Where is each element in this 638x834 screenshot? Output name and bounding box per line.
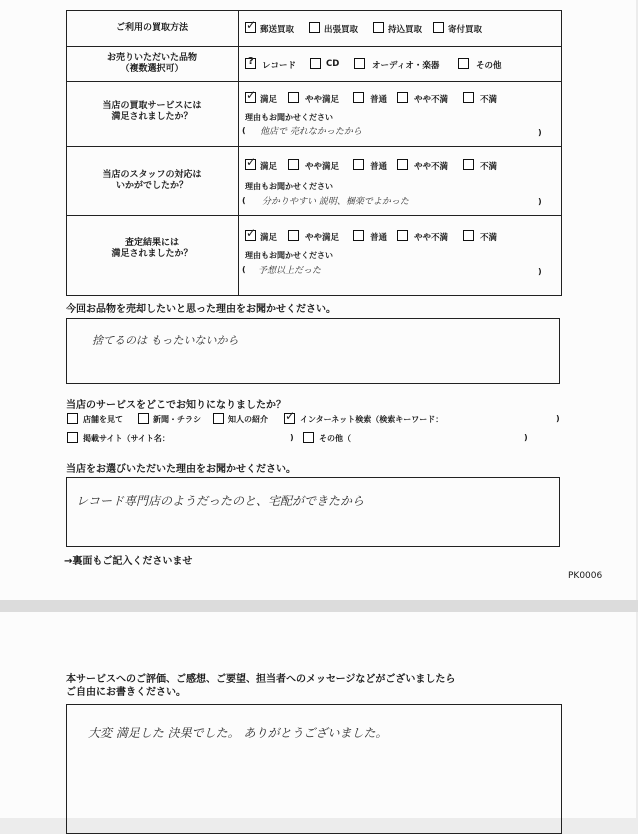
discovery-checkbox-referral[interactable] [213, 413, 224, 424]
discovery-option: インターネット検索（検索キーワード： [300, 415, 444, 424]
paren-close: ) [538, 267, 542, 276]
paren-open: ( [242, 265, 246, 274]
paren-close: ) [556, 414, 560, 423]
rating-option: 満足 [260, 95, 278, 105]
row-separator [66, 46, 562, 47]
rating-option: 普通 [370, 95, 388, 105]
rating-option: 不満 [480, 95, 498, 105]
sell-reason-question: 今回お品物を売却したいと思った理由をお聞かせください。 [66, 304, 336, 315]
rating-option: やや満足 [305, 233, 340, 243]
table-divider [238, 10, 239, 296]
rating-option: 普通 [370, 162, 388, 172]
discovery-checkbox-newspaper[interactable] [138, 413, 149, 424]
discovery-checkbox-store[interactable] [67, 413, 78, 424]
checkmark-icon: ✓ [246, 155, 257, 169]
staff-rating-checkbox[interactable] [353, 159, 364, 170]
method-option: 寄付買取 [448, 25, 483, 35]
items-option: レコード [262, 61, 297, 71]
sell-reason-answer[interactable]: 捨てるのは もったいないから [92, 334, 239, 347]
service-rating-checkbox[interactable] [463, 92, 474, 103]
service-reason-answer[interactable]: 他店で 売れなかったから [260, 127, 362, 137]
paren-open: ( [242, 196, 246, 205]
discovery-checkbox-site[interactable] [67, 432, 78, 443]
row-separator [66, 215, 562, 216]
discovery-option: 新聞・チラシ [153, 415, 201, 424]
reason-prompt: 理由もお聞かせください [245, 182, 333, 191]
rating-option: やや満足 [305, 162, 340, 172]
assessment-rating-checkbox[interactable] [397, 230, 408, 241]
service-rating-checkbox[interactable] [245, 88, 257, 103]
back-side-note: →裏面もご記入くださいませ [64, 556, 193, 567]
assessment-rating-checkbox[interactable] [353, 230, 364, 241]
service-rating-checkbox[interactable] [397, 92, 408, 103]
rating-option: 不満 [480, 162, 498, 172]
assessment-label-sub: 満足されましたか？ [111, 249, 193, 259]
items-checkbox-audio[interactable] [354, 58, 365, 69]
items-label-sub: （複数選択可） [120, 64, 184, 74]
staff-reason-answer[interactable]: 分かりやすい 説明、梱楽でよかった [262, 197, 409, 207]
method-checkbox-visit[interactable] [309, 22, 320, 33]
items-checkbox-other[interactable] [458, 58, 469, 69]
feedback-answer[interactable]: 大変 満足した 決果でした。 ありがとうございました。 [88, 726, 388, 740]
reason-prompt: 理由もお聞かせください [245, 251, 333, 260]
method-checkbox-carryin[interactable] [373, 22, 384, 33]
discovery-checkbox-internet[interactable] [284, 409, 296, 424]
checkmark-icon: ✓ [285, 409, 296, 423]
paren-close: ) [290, 433, 294, 442]
method-label: ご利用の買取方法 [115, 23, 188, 33]
items-option: オーディオ・楽器 [372, 61, 440, 71]
rating-option: やや不満 [414, 95, 449, 105]
discovery-question: 当店のサービスをどこでお知りになりましたか？ [66, 400, 286, 411]
items-label: お売りいただいた品物 [106, 53, 197, 63]
method-option: 出張買取 [324, 25, 359, 35]
items-checkbox-record[interactable] [245, 58, 256, 69]
row-separator [66, 81, 562, 82]
discovery-option: 知人の紹介 [228, 415, 268, 424]
rating-option: 満足 [260, 233, 278, 243]
choice-reason-box[interactable] [66, 477, 560, 547]
assessment-reason-answer[interactable]: 予想以上だった [258, 266, 322, 276]
reason-prompt: 理由もお聞かせください [245, 113, 333, 122]
discovery-checkbox-other[interactable] [303, 432, 314, 443]
discovery-option: 店舗を見て [83, 415, 123, 424]
assessment-label: 査定結果には [124, 238, 179, 248]
choice-reason-answer[interactable]: レコード専門店のようだったのと、宅配ができたから [76, 494, 365, 508]
choice-reason-question: 当店をお選びいただいた理由をお聞かせください。 [66, 464, 296, 475]
items-option: その他 [476, 61, 502, 71]
staff-label-sub: いかがでしたか？ [115, 181, 188, 191]
rating-option: 不満 [480, 233, 498, 243]
staff-rating-checkbox[interactable] [463, 159, 474, 170]
assessment-rating-checkbox[interactable] [288, 230, 299, 241]
form-code: PK0006 [568, 571, 603, 581]
sell-reason-box[interactable] [66, 318, 560, 384]
service-label-sub: 満足されましたか？ [111, 112, 193, 122]
items-option: CD [326, 59, 340, 69]
assessment-rating-checkbox[interactable] [245, 226, 257, 241]
staff-rating-checkbox[interactable] [397, 159, 408, 170]
row-separator [66, 146, 562, 147]
discovery-option: その他（ [319, 434, 351, 443]
feedback-prompt: 本サービスへのご評価、ご感想、ご要望、担当者へのメッセージなどがございましたら [66, 674, 456, 685]
feedback-prompt-line2: ご自由にお書きください。 [66, 687, 186, 698]
staff-label: 当店のスタッフの対応は [102, 170, 202, 180]
paren-close: ) [524, 433, 528, 442]
assessment-rating-checkbox[interactable] [463, 230, 474, 241]
checkmark-icon: ✓ [246, 88, 257, 102]
checkmark-icon: ✓ [246, 226, 257, 240]
items-checkbox-cd[interactable] [310, 58, 321, 69]
method-checkbox-mail[interactable] [245, 18, 257, 33]
paren-close: ) [538, 128, 542, 137]
rating-option: やや不満 [414, 233, 449, 243]
rating-option: やや不満 [414, 162, 449, 172]
paren-open: ( [242, 126, 246, 135]
page-gap [0, 600, 638, 612]
rating-option: 満足 [260, 162, 278, 172]
checkmark-icon: ? [248, 56, 254, 67]
discovery-option: 掲載サイト（サイト名： [83, 434, 170, 443]
staff-rating-checkbox[interactable] [288, 159, 299, 170]
service-rating-checkbox[interactable] [288, 92, 299, 103]
checkmark-icon: ✓ [246, 18, 257, 32]
method-option: 郵送買取 [260, 25, 295, 35]
rating-option: 普通 [370, 233, 388, 243]
staff-rating-checkbox[interactable] [245, 155, 257, 170]
method-checkbox-donation[interactable] [433, 22, 444, 33]
paren-close: ) [538, 197, 542, 206]
rating-option: やや満足 [305, 95, 340, 105]
service-label: 当店の買取サービスには [102, 101, 202, 111]
method-option: 持込買取 [388, 25, 423, 35]
service-rating-checkbox[interactable] [353, 92, 364, 103]
survey-page-back [0, 612, 636, 818]
